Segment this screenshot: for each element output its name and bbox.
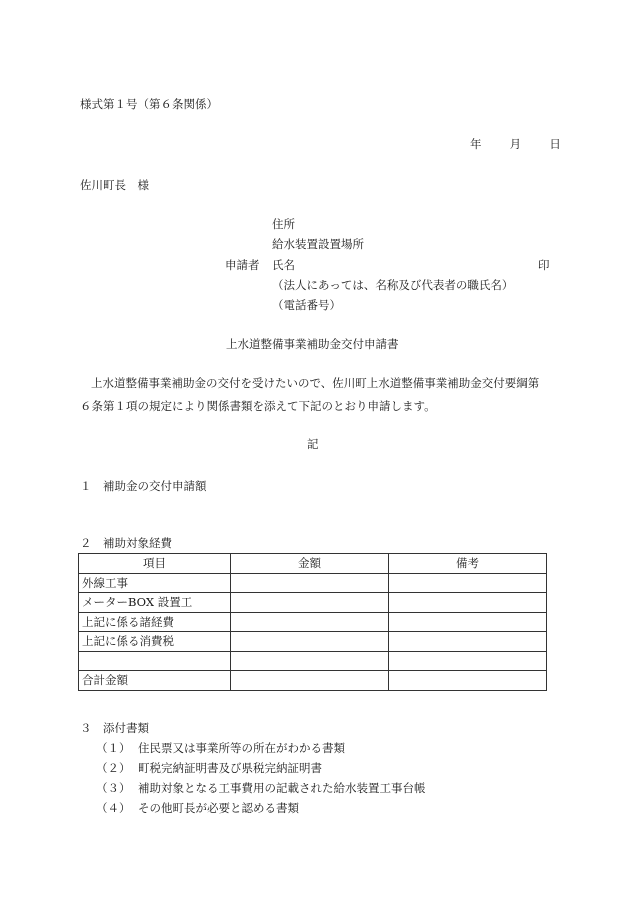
- applicant-role-label: 申請者: [225, 258, 260, 272]
- table-total-row: [79, 671, 547, 691]
- table-header-row: [79, 554, 547, 574]
- amount-cell[interactable]: [231, 593, 389, 613]
- remarks-cell[interactable]: [389, 612, 547, 632]
- remarks-cell[interactable]: [389, 632, 547, 652]
- row-label: メーターBOX 設置工: [79, 593, 231, 613]
- attachment-number: （４）: [96, 801, 131, 815]
- body-line-1: 上水道整備事業補助金の交付を受けたいので、佐川町上水道整備事業補助金交付要綱第: [91, 376, 540, 390]
- corporate-note: （法人にあっては、名称及び代表者の職氏名）: [272, 278, 514, 292]
- section-1-heading: １ 補助金の交付申請額: [80, 479, 207, 493]
- row-label: 外線工事: [79, 573, 231, 593]
- date-day: 日: [549, 137, 561, 151]
- header-amount: 金額: [231, 554, 389, 574]
- date-month: 月: [509, 137, 522, 151]
- amount-cell[interactable]: [231, 573, 389, 593]
- remarks-cell[interactable]: [389, 593, 547, 613]
- body-paragraph: [80, 372, 550, 418]
- addressee: 佐川町長 様: [80, 178, 149, 192]
- attachment-text: 町税完納証明書及び県税完納証明書: [138, 761, 322, 775]
- attachment-text: 補助対象となる工事費用の記載された給水装置工事台帳: [138, 781, 426, 795]
- header-remarks: 備考: [389, 554, 547, 574]
- date-line: [470, 136, 561, 152]
- applicant-name-label: 氏名: [272, 258, 295, 272]
- table-row: [79, 573, 547, 593]
- remarks-cell[interactable]: [389, 671, 547, 691]
- expense-table: [78, 553, 547, 691]
- table-row: [79, 593, 547, 613]
- remarks-cell[interactable]: [389, 573, 547, 593]
- row-label: 上記に係る消費税: [79, 632, 231, 652]
- body-line-2: ６条第１項の規定により関係書類を添えて下記のとおり申請します。: [80, 399, 436, 413]
- attachment-number: （２）: [96, 761, 131, 775]
- table-row: [79, 612, 547, 632]
- amount-cell[interactable]: [231, 671, 389, 691]
- row-label: [79, 651, 231, 671]
- document-title: 上水道整備事業補助金交付申請書: [226, 337, 399, 351]
- applicant-installation-label: 給水装置設置場所: [272, 237, 364, 251]
- applicant-address-label: 住所: [272, 217, 295, 231]
- table-row: [79, 632, 547, 652]
- seal-mark: 印: [538, 258, 550, 272]
- date-year: 年: [470, 137, 482, 151]
- row-label: 合計金額: [79, 671, 231, 691]
- attachment-number: （１）: [96, 741, 131, 755]
- form-number: 様式第１号（第６条関係）: [80, 97, 218, 111]
- header-item: 項目: [79, 554, 231, 574]
- phone-label: （電話番号）: [272, 298, 341, 312]
- remarks-cell[interactable]: [389, 651, 547, 671]
- amount-cell[interactable]: [231, 632, 389, 652]
- attachment-number: （３）: [96, 781, 131, 795]
- table-row: [79, 651, 547, 671]
- amount-cell[interactable]: [231, 612, 389, 632]
- attachment-text: その他町長が必要と認める書類: [138, 801, 299, 815]
- amount-cell[interactable]: [231, 651, 389, 671]
- section-2-heading: ２ 補助対象経費: [80, 536, 172, 550]
- section-3-heading: ３ 添付書類: [80, 721, 149, 735]
- row-label: 上記に係る諸経費: [79, 612, 231, 632]
- attachment-text: 住民票又は事業所等の所在がわかる書類: [138, 741, 345, 755]
- ki-heading: 記: [307, 437, 319, 451]
